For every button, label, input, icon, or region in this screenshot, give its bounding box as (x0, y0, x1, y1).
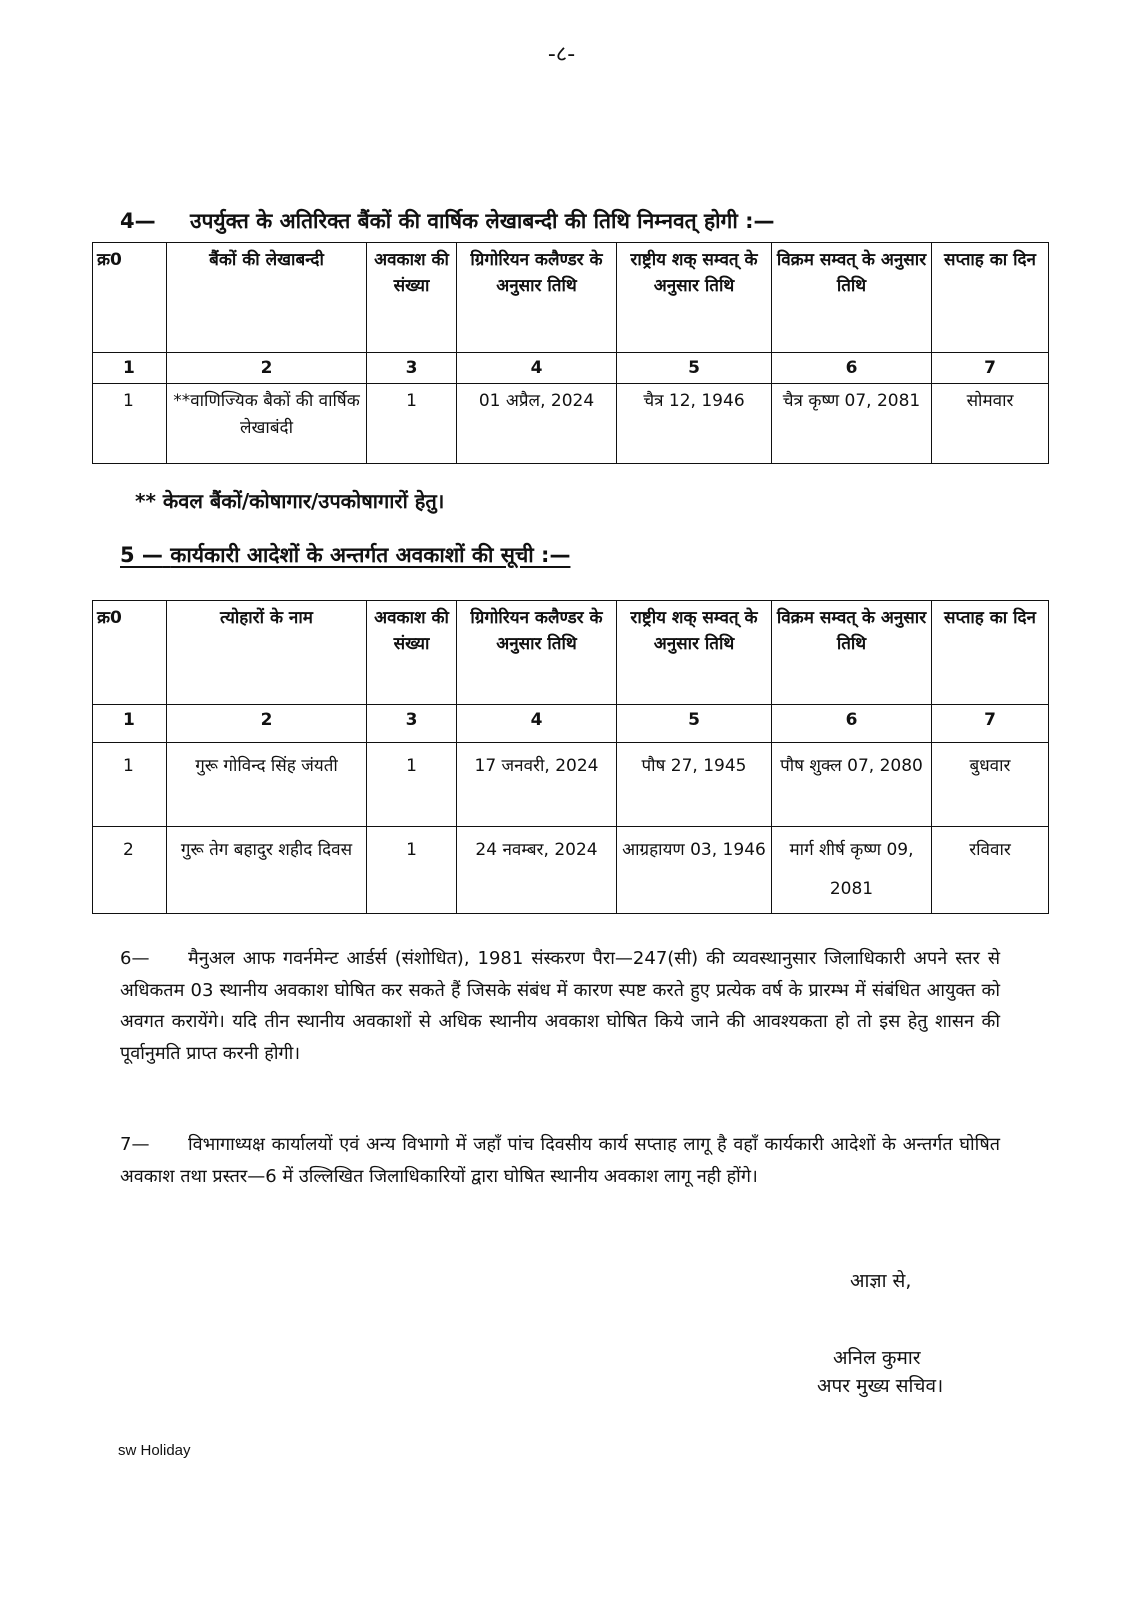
paragraph-7 (120, 1129, 1000, 1192)
footer-tag: sw Holiday (118, 1442, 191, 1459)
cell-vikram: पौष शुक्ल 07, 2080 (772, 743, 932, 827)
paragraph-6 (120, 943, 1000, 1069)
col-number: 4 (457, 705, 617, 743)
col-header-vikram: विक्रम सम्वत् के अनुसार तिथि (772, 243, 932, 353)
col-number: 7 (932, 705, 1049, 743)
section-4-title: उपर्युक्त के अतिरिक्त बैंकों की वार्षिक लेखाबन्दी की तिथि निम्नवत् होगी :— (190, 209, 775, 233)
col-header-weekday: सप्ताह का दिन (932, 601, 1049, 705)
col-header-weekday: सप्ताह का दिन (932, 243, 1049, 353)
col-number: 6 (772, 705, 932, 743)
col-header-saka: राष्ट्रीय शक् सम्वत् के अनुसार तिथि (617, 243, 772, 353)
table-header-row (93, 601, 1049, 705)
bank-closing-table (92, 242, 1049, 464)
col-header-gregorian: ग्रिगोरियन कलैण्डर के अनुसार तिथि (457, 601, 617, 705)
col-header-count: अवकाश की संख्या (367, 601, 457, 705)
page-number: -८- (547, 42, 576, 67)
col-number: 3 (367, 353, 457, 384)
col-header-name: त्योहारों के नाम (167, 601, 367, 705)
cell-gregorian: 24 नवम्बर, 2024 (457, 827, 617, 914)
col-header-serial: क्र0 (93, 601, 167, 705)
paragraph-7-text: विभागाध्यक्ष कार्यालयों एवं अन्य विभागो में जहाँ पांच दिवसीय कार्य सप्ताह लागू है वहाँ कार्यकारी आदेशों के अन्तर्गत घोषित अवकाश तथा प्रस्तर—6 में उल्लिखित जिलाधिकारियों द्वारा घोषित स्थानीय अवकाश लागू नही होंगे। (120, 1134, 1000, 1187)
col-number: 4 (457, 353, 617, 384)
cell-vikram: मार्ग शीर्ष कृष्ण 09, 2081 (772, 827, 932, 914)
col-number: 1 (93, 705, 167, 743)
section-4-number: 4— (120, 209, 156, 233)
col-number: 5 (617, 705, 772, 743)
col-number: 7 (932, 353, 1049, 384)
col-number: 2 (167, 705, 367, 743)
table-header-row (93, 243, 1049, 353)
cell-weekday: बुधवार (932, 743, 1049, 827)
col-header-vikram: विक्रम सम्वत् के अनुसार तिथि (772, 601, 932, 705)
cell-weekday: रविवार (932, 827, 1049, 914)
col-number: 1 (93, 353, 167, 384)
cell-saka: आग्रहायण 03, 1946 (617, 827, 772, 914)
col-number: 3 (367, 705, 457, 743)
footnote: ** केवल बैंकों/कोषागार/उपकोषागारों हेतु। (135, 489, 445, 513)
signatory-designation: अपर मुख्य सचिव। (817, 1375, 944, 1397)
col-header-name: बैंकों की लेखाबन्दी (167, 243, 367, 353)
col-header-serial: क्र0 (93, 243, 167, 353)
cell-name: गुरू तेग बहादुर शहीद दिवस (167, 827, 367, 914)
col-header-saka: राष्ट्रीय शक् सम्वत् के अनुसार तिथि (617, 601, 772, 705)
cell-count: 1 (367, 384, 457, 464)
paragraph-6-number: 6— (120, 948, 150, 969)
col-number: 2 (167, 353, 367, 384)
col-number: 5 (617, 353, 772, 384)
paragraph-6-text: मैनुअल आफ गवर्नमेन्ट आर्डर्स (संशोधित), 1981 संस्करण पैरा—247(सी) की व्यवस्थानुसार जिलाधिकारी अपने स्तर से अधिकतम 03 स्थानीय अवकाश घोषित कर सकते हैं जिसके संबंध में कारण स्पष्ट करते हुए प्रत्येक वर्ष के प्रारम्भ में संबंधित आयुक्त को अवगत करायेंगे। यदि तीन स्थानीय अवकाशों से अधिक स्थानीय अवकाश घोषित किये जाने की आवश्यकता हो तो इस हेतु शासन की पूर्वानुमति प्राप्त करनी होगी। (120, 948, 1000, 1064)
section-5-title: कार्यकारी आदेशों के अन्तर्गत अवकाशों की सूची :— (170, 543, 571, 567)
cell-serial: 2 (93, 827, 167, 914)
cell-gregorian: 17 जनवरी, 2024 (457, 743, 617, 827)
by-order-text: आज्ञा से, (850, 1270, 912, 1292)
section-5-heading (120, 541, 570, 569)
section-4-heading (120, 207, 775, 235)
paragraph-7-number: 7— (120, 1134, 150, 1155)
cell-count: 1 (367, 827, 457, 914)
table-row (93, 743, 1049, 827)
cell-count: 1 (367, 743, 457, 827)
col-number: 6 (772, 353, 932, 384)
cell-gregorian: 01 अप्रैल, 2024 (457, 384, 617, 464)
cell-saka: पौष 27, 1945 (617, 743, 772, 827)
col-header-gregorian: ग्रिगोरियन कलैण्डर के अनुसार तिथि (457, 243, 617, 353)
table-row (93, 827, 1049, 914)
cell-weekday: सोमवार (932, 384, 1049, 464)
table-row (93, 384, 1049, 464)
cell-vikram: चैत्र कृष्ण 07, 2081 (772, 384, 932, 464)
cell-serial: 1 (93, 384, 167, 464)
cell-name: गुरू गोविन्द सिंह जंयती (167, 743, 367, 827)
col-header-count: अवकाश की संख्या (367, 243, 457, 353)
column-number-row (93, 353, 1049, 384)
holiday-list-table (92, 600, 1049, 914)
signatory-name: अनिल कुमार (833, 1347, 921, 1369)
cell-name: **वाणिज्यिक बैकों की वार्षिक लेखाबंदी (167, 384, 367, 464)
cell-serial: 1 (93, 743, 167, 827)
section-5-number: 5 — (120, 543, 163, 567)
column-number-row (93, 705, 1049, 743)
cell-saka: चैत्र 12, 1946 (617, 384, 772, 464)
